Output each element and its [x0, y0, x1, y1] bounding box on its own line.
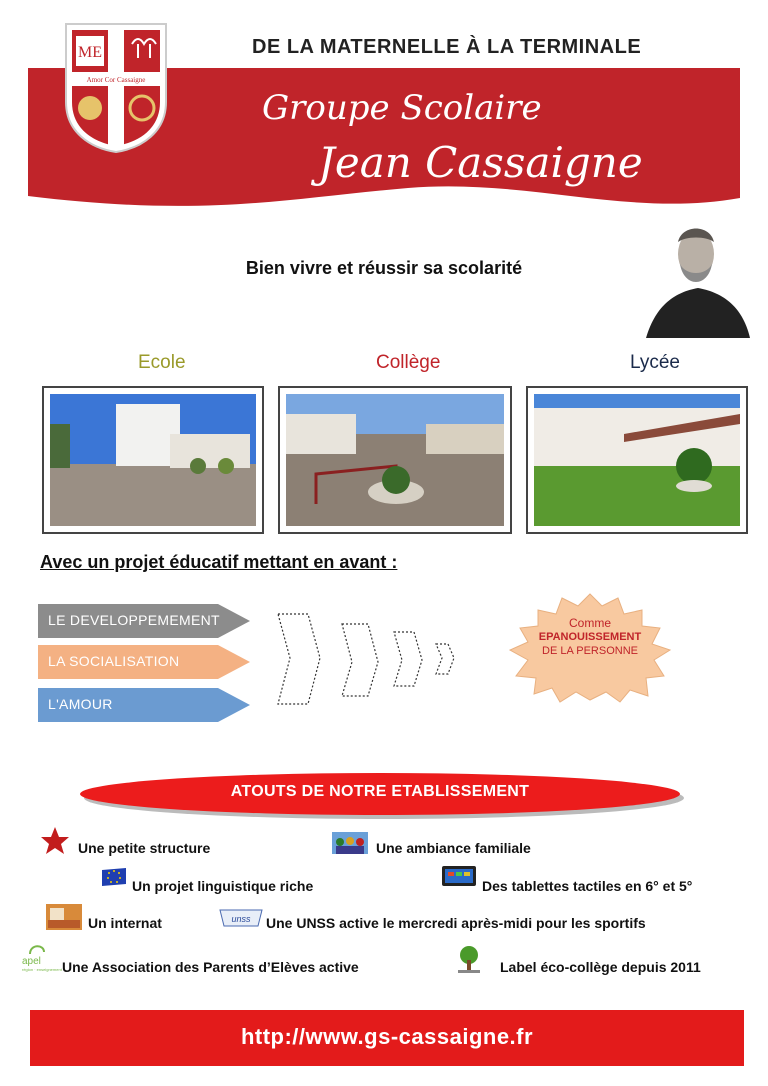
svg-text:région · enseignement: région · enseignement [22, 967, 62, 972]
arrow-amour [38, 688, 250, 722]
progression-chevrons [272, 612, 472, 712]
arrow-socialisation [38, 645, 250, 679]
lycee-photo [526, 386, 748, 534]
eu-flag-icon [100, 866, 128, 888]
tree-icon [454, 944, 484, 974]
project-title: Avec un projet éducatif mettant en avant : [40, 552, 398, 572]
college-photo [278, 386, 512, 534]
school-title-line2: Jean Cassaigne [318, 138, 643, 187]
header-tagline: DE LA MATERNELLE À LA TERMINALE [252, 36, 642, 58]
feature-eco-college: Label éco-collège depuis 2011 [500, 959, 701, 975]
arrow-amour-label: L'AMOUR [48, 696, 113, 712]
level-college-label: Collège [376, 352, 441, 373]
tablet-icon [442, 866, 476, 886]
feature-apel: Une Association des Parents d’Elèves active [62, 959, 359, 975]
apel-logo-icon [20, 940, 62, 972]
feature-internat: Un internat [88, 915, 162, 931]
arrow-developpement [38, 604, 250, 638]
star-icon [40, 826, 70, 856]
feature-ambiance-familiale: Une ambiance familiale [376, 840, 531, 856]
group-photo-icon [332, 832, 368, 854]
badge-line1: Comme [568, 616, 611, 630]
arrow-socialisation-label: LA SOCIALISATION [48, 653, 180, 669]
svg-text:apel: apel [22, 956, 41, 967]
bedroom-icon [46, 904, 82, 930]
level-ecole-label: Ecole [138, 352, 186, 373]
svg-text:Amor Cor Cassaigne: Amor Cor Cassaigne [86, 76, 146, 84]
page-subtitle: Bien vivre et réussir sa scolarité [245, 258, 523, 278]
ecole-photo [42, 386, 264, 534]
feature-unss: Une UNSS active le mercredi après-midi pour les sportifs [266, 915, 646, 931]
level-lycee-label: Lycée [630, 352, 680, 373]
svg-text:ME: ME [78, 44, 102, 61]
unss-logo-icon [220, 908, 262, 928]
school-crest [62, 22, 170, 154]
badge-text [508, 616, 672, 658]
badge-line3: DE LA PERSONNE [542, 645, 638, 657]
atouts-title: ATOUTS DE NOTRE ETABLISSEMENT [230, 783, 530, 800]
founder-portrait [646, 214, 750, 338]
badge-line2: EPANOUISSEMENT [538, 631, 642, 643]
feature-tablettes: Des tablettes tactiles en 6° et 5° [482, 878, 693, 894]
feature-petite-structure: Une petite structure [78, 840, 211, 856]
website-link[interactable]: http://www.gs-cassaigne.fr [240, 1024, 534, 1049]
feature-projet-linguistique: Un projet linguistique riche [132, 878, 314, 894]
svg-text:unss: unss [231, 914, 251, 924]
arrow-developpement-label: LE DEVELOPPEMEMENT [48, 612, 220, 628]
school-title-line1: Groupe Scolaire [262, 88, 542, 128]
